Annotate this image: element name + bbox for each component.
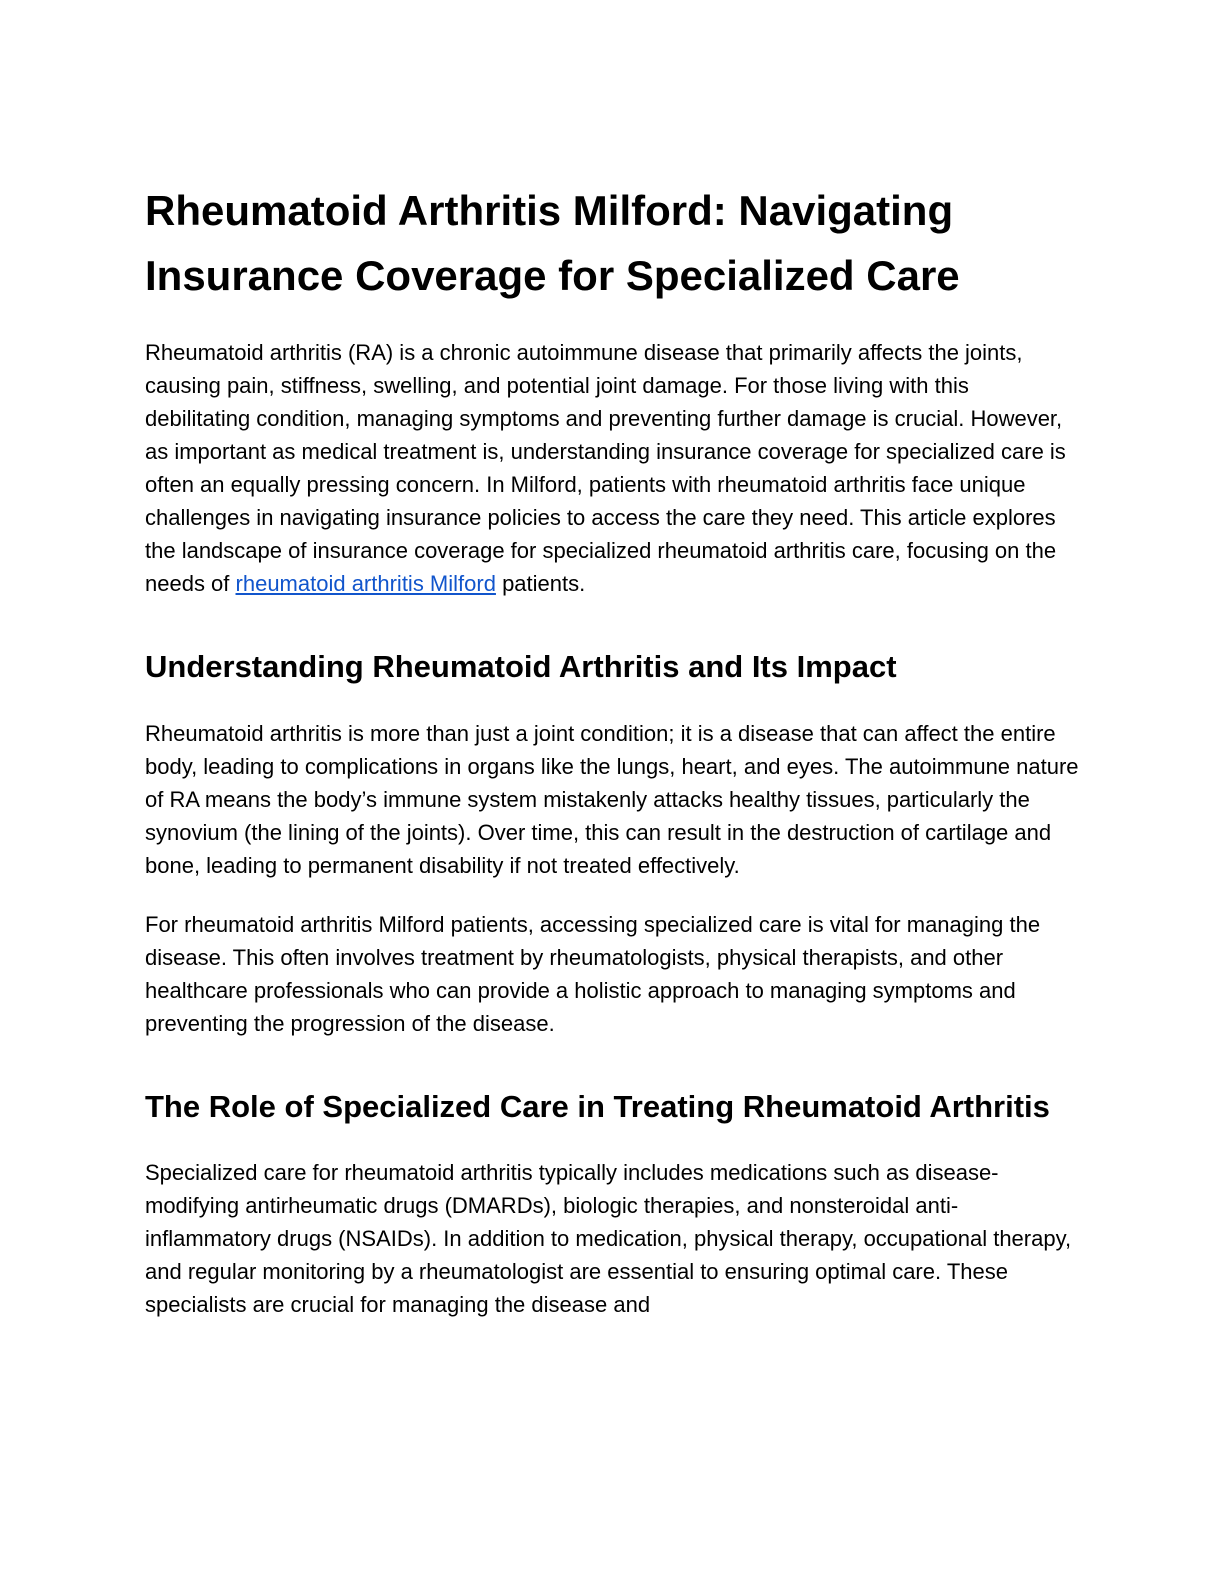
rheumatoid-arthritis-milford-link[interactable]: rheumatoid arthritis Milford — [235, 571, 496, 597]
document-title: Rheumatoid Arthritis Milford: Navigating Insurance Coverage for Specialized Care — [145, 187, 960, 300]
intro-paragraph — [145, 336, 1080, 600]
intro-text-after-link: patients. — [495, 571, 586, 597]
intro-text-before-link: Rheumatoid arthritis (RA) is a chronic autoimmune disease that primarily affects the joints, causing pain, stiffness, swelling, and potential joint damage. For those living with this debilitating condition, managing symptoms and preventing further damage is crucial. However, as important as medical treatment is, understanding insurance coverage for specialized care is often an equally pressing concern. In Milford, patients with rheumatoid arthritis face unique challenges in navigating insurance policies to access the care they need. This article explores the landscape of insurance coverage for specialized rheumatoid arthritis care, focusing on the needs of — [145, 340, 1066, 597]
section-heading-understanding-ra-impact: Understanding Rheumatoid Arthritis and Its Impact — [145, 649, 897, 685]
paragraph-ra-overview: Rheumatoid arthritis is more than just a joint condition; it is a disease that can affect the entire body, leading to complications in organs like the lungs, heart, and eyes. The autoimmune nature of RA means the body’s immune system mistakenly attacks healthy tissues, particularly the synovium (the lining of the joints). Over time, this can result in the destruction of cartilage and bone, leading to permanent disability if not treated effectively. — [145, 720, 1079, 878]
paragraph-ra-specialized-care-access: For rheumatoid arthritis Milford patients, accessing specialized care is vital for managing the disease. This often involves treatment by rheumatologists, physical therapists, and other healthcare professionals who can provide a holistic approach to managing symptoms and preventing the progression of the disease. — [145, 911, 1041, 1036]
section-heading-role-of-specialized-care: The Role of Specialized Care in Treating Rheumatoid Arthritis — [145, 1088, 1050, 1124]
paragraph-specialized-care-details: Specialized care for rheumatoid arthritis typically includes medications such as disease-modifying antirheumatic drugs (DMARDs), biologic therapies, and nonsteroidal anti-inflammatory drugs (NSAIDs). In addition to medication, physical therapy, occupational therapy, and regular monitoring by a rheumatologist are essential to ensuring optimal care. These specialists are crucial for managing the disease and — [145, 1160, 1072, 1318]
